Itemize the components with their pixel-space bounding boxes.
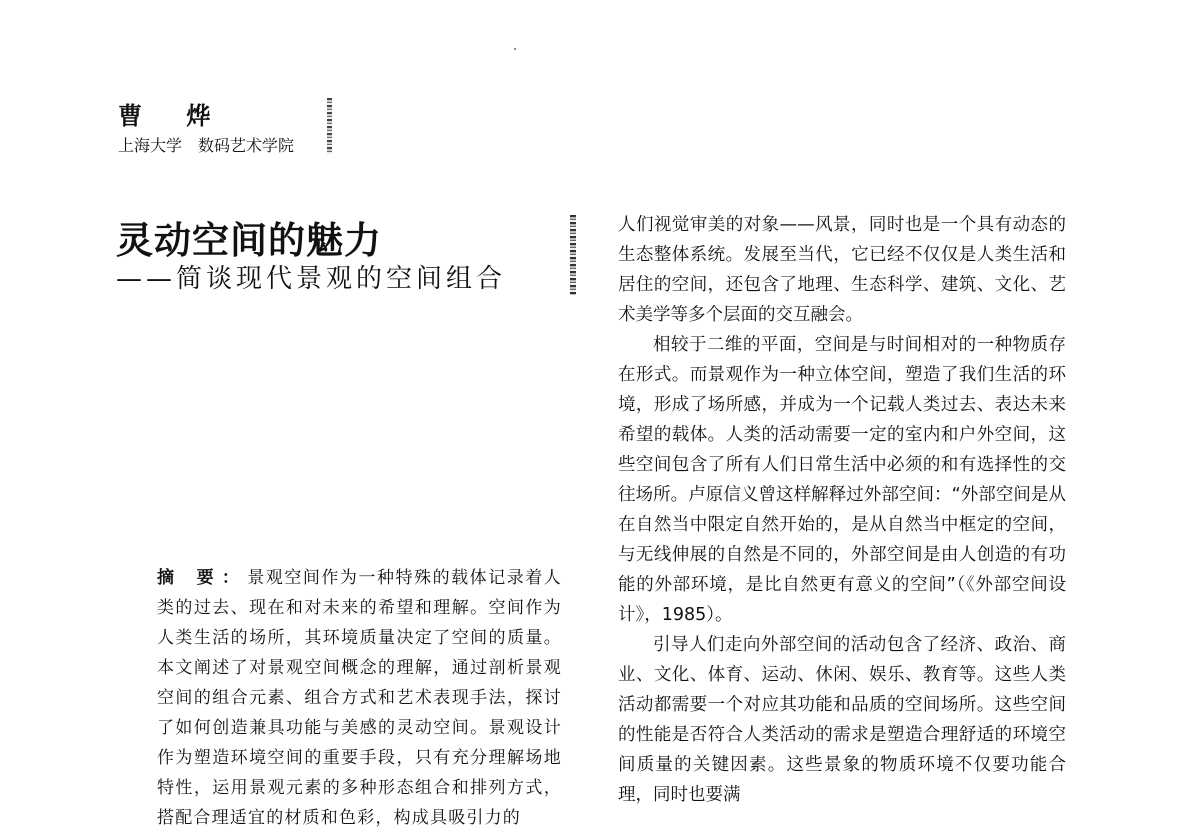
abstract-block xyxy=(117,563,562,833)
body-paragraph-3: 引导人们走向外部空间的活动包含了经济、政治、商业、文化、体育、运动、休闲、娱乐、教育等。这些人类活动都需要一个对应其功能和品质的空间场所。这些空间的性能是否符合人类活动的需求是塑造合理舒适的环境空间质量的关键因素。这些景象的物质环境不仅要功能合理，同时也要满 xyxy=(618,635,1066,805)
abstract-paragraph xyxy=(117,563,562,833)
body-column xyxy=(618,210,1066,810)
scan-speck xyxy=(514,48,516,50)
decorative-scan-strip xyxy=(570,215,576,295)
university-name: 上海大学 xyxy=(118,136,183,155)
abstract-label: 摘 要： xyxy=(157,568,248,588)
body-paragraph-2: 相较于二维的平面，空间是与时间相对的一种物质存在形式。而景观作为一种立体空间，塑造了我们生活的环境，形成了场所感，并成为一个记载人类过去、表达未来希望的载体。人类的活动需要一定的室内和户外空间，这些空间包含了所有人们日常生活中必须的和有选择性的交往场所。卢原信义曾这样解释过外部空间：“外部空间是从在自然当中限定自然开始的，是从自然当中框定的空间，与无线伸展的自然是不同的，外部空间是由人创造的有功能的外部环境，是比自然更有意义的空间”（《外部空间设计》，1985）。 xyxy=(618,335,1066,625)
author-name: 曹 烨 xyxy=(118,101,229,130)
article-subtitle: ——简谈现代景观的空间组合 xyxy=(116,264,507,294)
department-name: 数码艺术学院 xyxy=(198,136,295,155)
decorative-scan-strip xyxy=(327,98,332,154)
body-paragraph-1: 人们视觉审美的对象——风景，同时也是一个具有动态的生态整体系统。发展至当代，它已经不仅仅是人类生活和居住的空间，还包含了地理、生态科学、建筑、文化、艺术美学等多个层面的交互融会。 xyxy=(618,215,1066,325)
abstract-text: 景观空间作为一种特殊的载体记录着人类的过去、现在和对未来的希望和理解。空间作为人类生活的场所，其环境质量决定了空间的质量。本文阐述了对景观空间概念的理解，通过剖析景观空间的组合元素、组合方式和艺术表现手法，探讨了如何创造兼具功能与美感的灵动空间。景观设计作为塑造环境空间的重要手段，只有充分理解场地特性，运用景观元素的多种形态组合和排列方式，搭配合理适宜的材质和色彩，构成具吸引力的 xyxy=(157,568,563,828)
article-title: 灵动空间的魅力 xyxy=(116,219,382,262)
author-affiliation xyxy=(118,133,294,156)
